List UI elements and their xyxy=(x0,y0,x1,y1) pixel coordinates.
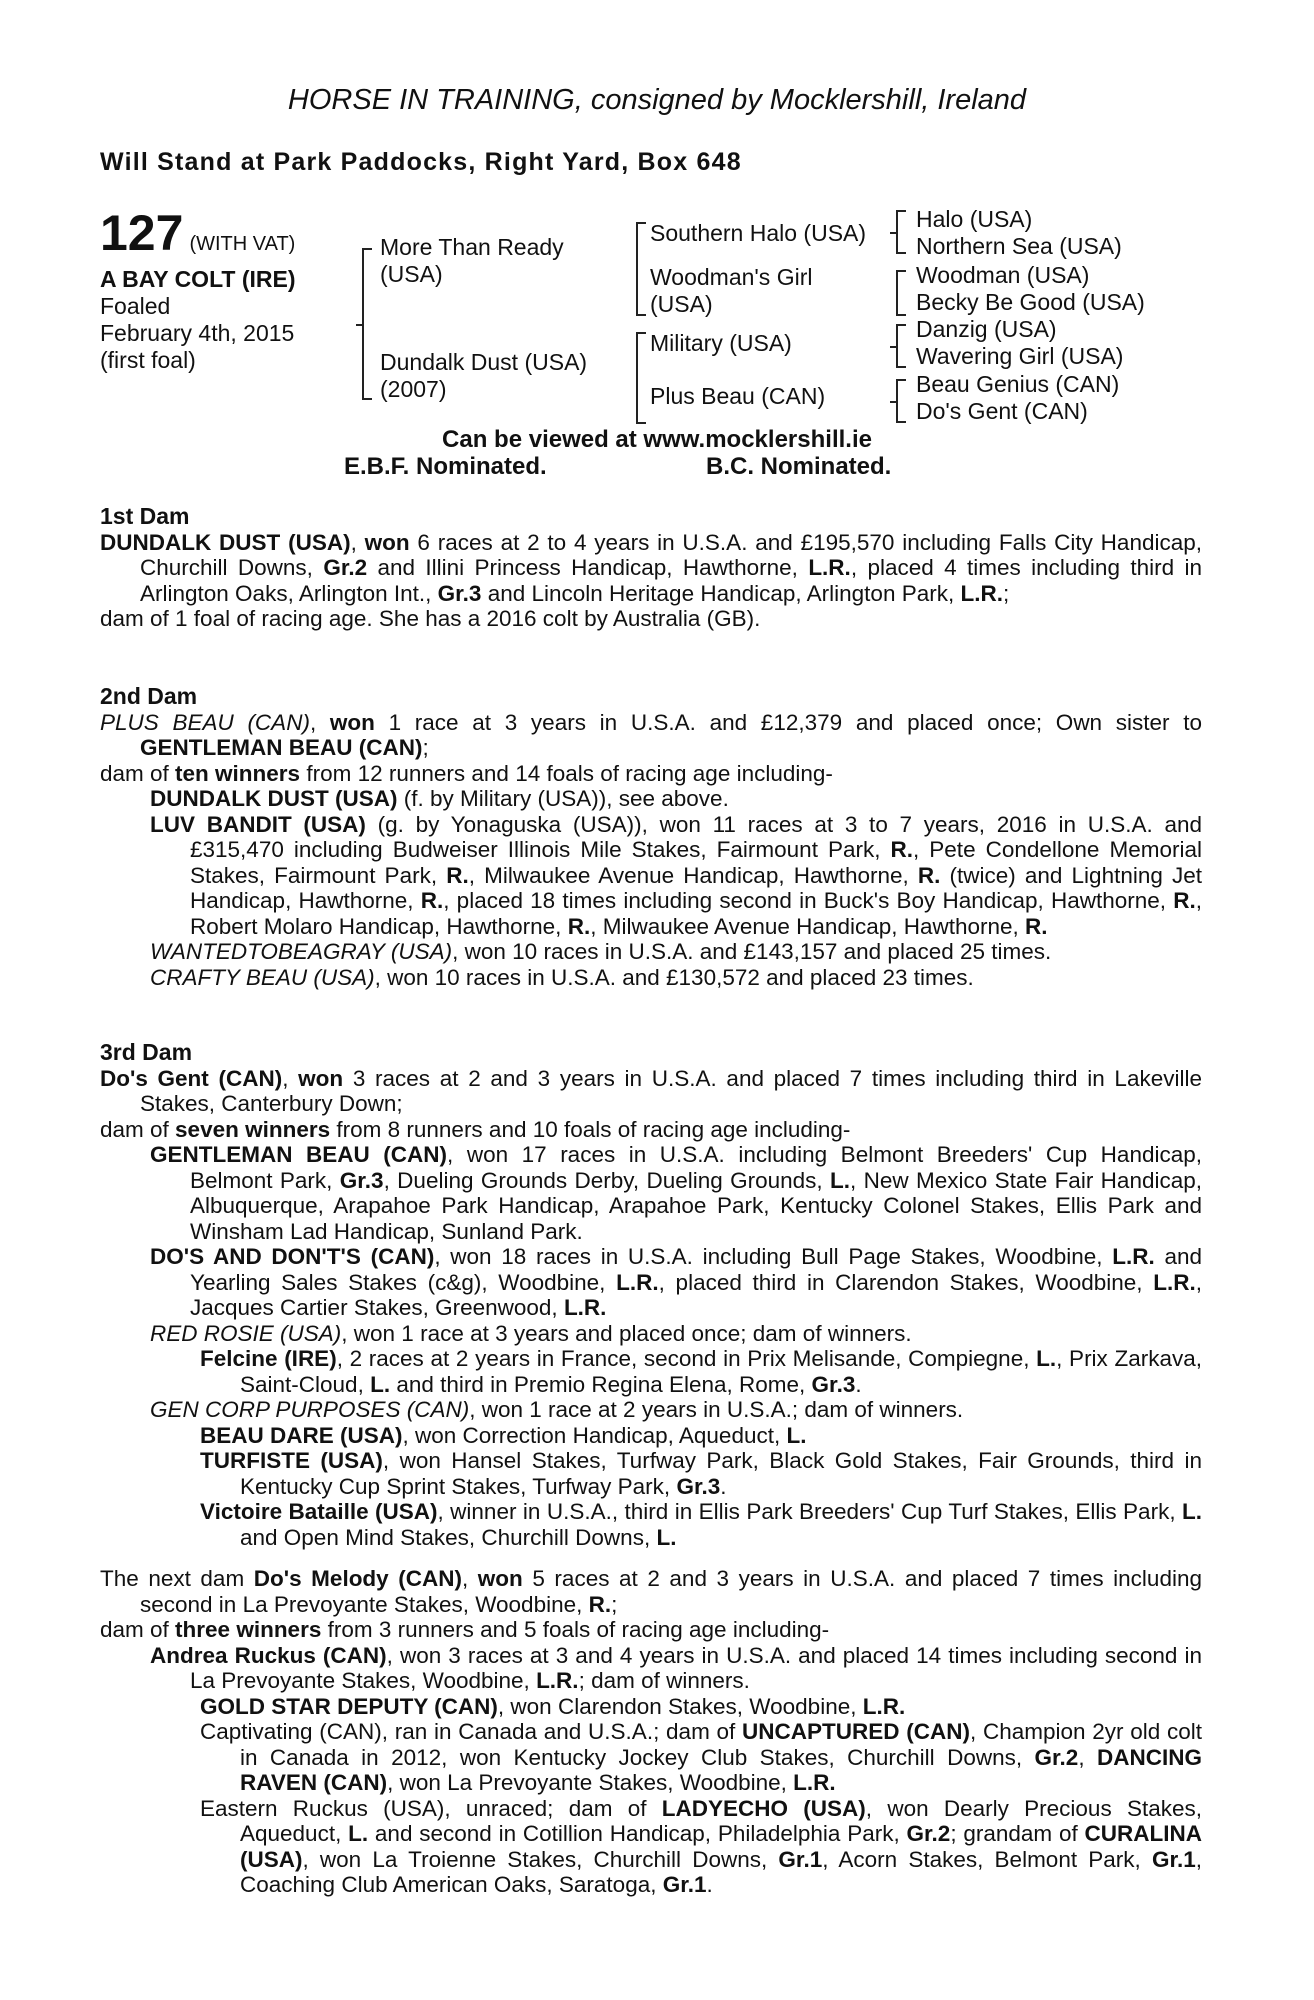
progeny-entry xyxy=(100,1643,1202,1694)
sibling-name: GENTLEMAN BEAU (CAN) xyxy=(140,735,423,760)
grade-label: L. xyxy=(370,1371,391,1397)
foaled-date: February 4th, 2015 xyxy=(100,320,295,346)
grade-label: R. xyxy=(446,862,469,888)
sire-sire: Southern Halo (USA) xyxy=(650,220,867,246)
record-text: , placed 4 times including third in Arlington Oaks, Arlington Int., xyxy=(140,555,1202,606)
record-text: Captivating (CAN), ran in Canada and U.S.A.; dam of xyxy=(200,1719,743,1744)
progeny-name: RED ROSIE (USA) xyxy=(150,1320,342,1346)
sire-dam-origin: (USA) xyxy=(650,291,713,317)
record-text: . xyxy=(855,1371,862,1397)
grade-label: Gr.1 xyxy=(1151,1846,1196,1872)
progeny-name: UNCAPTURED (CAN) xyxy=(742,1719,970,1744)
winners-count: three winners xyxy=(175,1617,322,1642)
record-text: , won 1 race at 3 years and placed once; dam of winners. xyxy=(341,1320,912,1346)
record-text: , 2 races at 2 years in France, second in Prix Melisande, Compiegne, xyxy=(336,1346,1037,1371)
record-text: , Jacques Cartier Stakes, Greenwood, xyxy=(190,1269,1202,1320)
brace-dam xyxy=(636,332,646,424)
grade-label: L. xyxy=(830,1167,851,1193)
record-text: , xyxy=(1078,1744,1097,1770)
record-text: 6 races at 2 to 4 years in U.S.A. and £195,570 including Falls City Handicap, Churchill Downs, xyxy=(140,529,1202,580)
record-text: , won 18 races in U.S.A. including Bull Page Stakes, Woodbine, xyxy=(434,1244,1113,1269)
grade-label: L. xyxy=(656,1524,677,1550)
record-text: , won 10 races in U.S.A. and £130,572 and placed 23 times. xyxy=(374,964,974,990)
grade-label: L.R. xyxy=(960,580,1003,606)
viewing-note: Can be viewed at www.mocklershill.ie xyxy=(442,426,872,453)
page-title: HORSE IN TRAINING, consigned by Mocklershill, Ireland xyxy=(287,84,1027,116)
third-dam-record: Do's Gent (CAN), won 3 races at 2 and 3 years in U.S.A. and placed 7 times including third in Lakeville Stakes, Canterbury Down; xyxy=(100,1065,1202,1116)
grade-label: Gr.3 xyxy=(811,1371,856,1397)
progeny-name: GENTLEMAN BEAU (CAN) xyxy=(150,1142,448,1167)
record-text: 3 races at 2 and 3 years in U.S.A. and placed 7 times including third in Lakeville Stakes, Canterbury Down; xyxy=(140,1065,1202,1116)
grade-label: Gr.3 xyxy=(339,1167,384,1193)
record-text: and third in Premio Regina Elena, Rome, xyxy=(390,1371,812,1397)
progeny-entry xyxy=(100,1244,1202,1321)
dam-dam-dam: Do's Gent (CAN) xyxy=(916,398,1088,424)
brace-sd xyxy=(896,270,906,316)
second-dam-record: PLUS BEAU (CAN), won 1 race at 3 years in U.S.A. and £12,379 and placed once; Own sister to GENTLEMAN BEAU (CAN); xyxy=(100,709,1202,760)
record-text: , Milwaukee Avenue Handicap, Hawthorne, xyxy=(468,862,918,888)
grade-label: L.R. xyxy=(563,1295,607,1320)
stand-location: Will Stand at Park Paddocks, Right Yard, Box 648 xyxy=(100,148,742,176)
progeny-name: GOLD STAR DEPUTY (CAN) xyxy=(200,1693,498,1719)
grade-label: Gr.3 xyxy=(437,580,482,606)
grade-label: L.R. xyxy=(808,555,851,580)
grade-label: R. xyxy=(588,1591,612,1617)
progeny-name: DO'S AND DON'T'S (CAN) xyxy=(150,1244,435,1269)
sire-sire-dam: Northern Sea (USA) xyxy=(916,233,1122,259)
sire-dam-sire: Woodman (USA) xyxy=(916,262,1090,288)
ebf-nominated: E.B.F. Nominated. xyxy=(344,453,547,480)
grade-label: L.R. xyxy=(1153,1269,1196,1295)
grade-label: L. xyxy=(786,1422,807,1448)
second-dam-section xyxy=(100,684,1202,990)
grade-label: L.R. xyxy=(536,1668,579,1693)
record-text: , Dueling Grounds Derby, Dueling Grounds, xyxy=(383,1167,831,1193)
dam-dam: Plus Beau (CAN) xyxy=(650,383,826,409)
record-text: , winner in U.S.A., third in Ellis Park Breeders' Cup Turf Stakes, Ellis Park, xyxy=(437,1499,1182,1524)
record-text: (twice) and Lightning Jet Handicap, Hawthorne, xyxy=(190,862,1203,913)
record-text: ; grandam of xyxy=(950,1821,1085,1846)
grade-label: R. xyxy=(917,862,941,888)
first-dam-name: DUNDALK DUST (USA) xyxy=(100,529,351,555)
record-text: . xyxy=(720,1473,727,1499)
progeny-entry xyxy=(100,1142,1202,1244)
third-dam-section xyxy=(100,1040,1202,1550)
second-dam-heading: 2nd Dam xyxy=(100,683,198,709)
brace-main xyxy=(362,248,372,400)
record-text: , Robert Molaro Handicap, Hawthorne, xyxy=(190,888,1202,939)
first-dam-heading: 1st Dam xyxy=(100,503,190,529)
record-text: , won 3 races at 3 and 4 years in U.S.A. and placed 14 times including second in La Prevoyante Stakes, Woodbine, xyxy=(190,1642,1203,1693)
progeny-entry xyxy=(100,1321,1202,1347)
record-text: , won Correction Handicap, Aqueduct, xyxy=(402,1422,787,1448)
record-text: , won 17 races in U.S.A. including Belmont Breeders' Cup Handicap, Belmont Park, xyxy=(190,1142,1202,1193)
record-text: 1 race at 3 years in U.S.A. and £12,379 and placed once; Own sister to xyxy=(374,709,1202,735)
third-dam-name: Do's Gent (CAN) xyxy=(100,1065,283,1091)
record-text: from 3 runners and 5 foals of racing age including- xyxy=(321,1617,830,1642)
grade-label: L. xyxy=(1182,1499,1202,1524)
grade-label: L.R. xyxy=(862,1693,906,1719)
progeny-name: BEAU DARE (USA) xyxy=(200,1422,403,1448)
record-text: , Pete Condellone Memorial Stakes, Fairmount Park, xyxy=(190,837,1202,888)
record-text: , won La Troienne Stakes, Churchill Downs, xyxy=(302,1846,779,1872)
record-text: 5 races at 2 and 3 years in U.S.A. and placed 7 times including second in La Prevoyante Stakes, Woodbine, xyxy=(140,1566,1202,1617)
first-dam-record: DUNDALK DUST (USA), won 6 races at 2 to 4 years in U.S.A. and £195,570 including Falls City Handicap, Churchill Downs, Gr.2 and Illini Princess Handicap, Hawthorne, L.R., placed 4 times including third in Arlington Oaks, Arlington Int., Gr.3 and Lincoln Heritage Handicap, Arlington Park, L.R.; xyxy=(100,529,1202,606)
progeny-entry xyxy=(100,1346,1202,1397)
dam-sire-sire: Danzig (USA) xyxy=(916,316,1057,342)
grade-label: L. xyxy=(348,1821,369,1846)
record-text: . xyxy=(706,1872,713,1897)
second-dam-produce xyxy=(100,761,1202,787)
grade-label: Gr.2 xyxy=(323,555,368,580)
progeny-entry xyxy=(100,1796,1202,1898)
record-text: , placed 18 times including second in Buck's Boy Handicap, Hawthorne, xyxy=(443,888,1174,913)
lot-number: 127 xyxy=(100,205,184,261)
next-dam-name: Do's Melody (CAN) xyxy=(253,1566,462,1591)
winners-count: seven winners xyxy=(175,1116,331,1142)
record-text: ; xyxy=(1002,580,1010,606)
second-dam-name: PLUS BEAU (CAN) xyxy=(100,709,310,735)
record-text: dam of xyxy=(100,1617,176,1642)
grade-label: R. xyxy=(420,888,444,913)
progeny-name: GEN CORP PURPOSES (CAN) xyxy=(150,1397,470,1422)
record-text: and Yearling Sales Stakes (c&g), Woodbine, xyxy=(190,1244,1202,1295)
record-text: , won Clarendon Stakes, Woodbine, xyxy=(497,1693,863,1719)
dam-name: Dundalk Dust (USA) xyxy=(380,349,588,375)
record-text: , xyxy=(461,1566,478,1591)
foal-note: (first foal) xyxy=(100,347,196,373)
won-label: won xyxy=(477,1566,523,1591)
record-text: (f. by Military (USA)), see above. xyxy=(397,786,729,811)
grade-label: Gr.2 xyxy=(906,1821,951,1846)
record-text: , won Hansel Stakes, Turfway Park, Black Gold Stakes, Fair Grounds, third in Kentucky Cup Sprint Stakes, Turfway Park, xyxy=(240,1448,1202,1499)
progeny-name: DUNDALK DUST (USA) xyxy=(150,786,398,811)
record-text: , Milwaukee Avenue Handicap, Hawthorne, xyxy=(590,913,1026,939)
won-label: won xyxy=(364,529,410,555)
next-dam-produce xyxy=(100,1617,1202,1643)
progeny-entry xyxy=(100,1423,1202,1449)
progeny-name: LADYECHO (USA) xyxy=(661,1795,866,1821)
progeny-entry xyxy=(100,812,1202,940)
progeny-name: DANCING RAVEN (CAN) xyxy=(240,1744,1202,1795)
dam-foaled: (2007) xyxy=(380,376,447,402)
first-dam-produce: dam of 1 foal of racing age. She has a 2016 colt by Australia (GB). xyxy=(100,606,761,631)
record-text: , Acorn Stakes, Belmont Park, xyxy=(822,1846,1152,1872)
record-text: and second in Cotillion Handicap, Philadelphia Park, xyxy=(368,1821,907,1846)
record-text: dam of xyxy=(100,1116,176,1142)
dam-dam-sire: Beau Genius (CAN) xyxy=(916,371,1120,397)
grade-label: Gr.2 xyxy=(1034,1744,1079,1770)
sire-origin: (USA) xyxy=(380,261,443,287)
grade-label: L.R. xyxy=(1112,1244,1155,1269)
record-text: Eastern Ruckus (USA), unraced; dam of xyxy=(200,1795,662,1821)
progeny-entry xyxy=(100,1694,1202,1720)
lot-header xyxy=(100,204,295,262)
progeny-name: WANTEDTOBEAGRAY (USA) xyxy=(150,939,453,964)
vat-label: (WITH VAT) xyxy=(189,233,296,255)
grade-label: L.R. xyxy=(616,1269,659,1295)
grade-label: Gr.1 xyxy=(662,1872,707,1897)
record-text: and Lincoln Heritage Handicap, Arlington Park, xyxy=(481,580,961,606)
sire-dam-dam: Becky Be Good (USA) xyxy=(916,289,1145,315)
brace-sire xyxy=(636,222,646,316)
record-text: and Illini Princess Handicap, Hawthorne, xyxy=(367,555,809,580)
progeny-name: TURFISTE (USA) xyxy=(200,1448,383,1473)
progeny-name: CRAFTY BEAU (USA) xyxy=(150,964,375,990)
record-text: from 8 runners and 10 foals of racing age including- xyxy=(330,1116,851,1142)
progeny-entry xyxy=(100,1397,1202,1423)
first-dam-section xyxy=(100,504,1202,632)
record-text: , won Dearly Precious Stakes, Aqueduct, xyxy=(240,1795,1202,1846)
sire-dam: Woodman's Girl xyxy=(650,264,813,290)
grade-label: L.R. xyxy=(793,1770,836,1795)
record-text: and Open Mind Stakes, Churchill Downs, xyxy=(240,1524,657,1550)
record-text: , Prix Zarkava, Saint-Cloud, xyxy=(240,1346,1202,1397)
dam-sire: Military (USA) xyxy=(650,330,792,356)
record-text: , placed third in Clarendon Stakes, Woodbine, xyxy=(658,1269,1154,1295)
next-dam-section xyxy=(100,1566,1202,1898)
third-dam-heading: 3rd Dam xyxy=(100,1039,193,1065)
record-text: , won La Prevoyante Stakes, Woodbine, xyxy=(387,1770,794,1795)
record-text: , Champion 2yr old colt in Canada in 2012, won Kentucky Jockey Club Stakes, Churchill Downs, xyxy=(240,1719,1203,1770)
brace-ds xyxy=(896,324,906,368)
brace-dd xyxy=(896,379,906,423)
progeny-name: Felcine (IRE) xyxy=(200,1346,337,1371)
grade-label: L. xyxy=(1036,1346,1057,1371)
next-dam-record xyxy=(100,1566,1202,1617)
record-text: (g. by Yonaguska (USA)), won 11 races at 3 to 7 years, 2016 in U.S.A. and £315,470 including Budweiser Illinois Mile Stakes, Fairmount Park, xyxy=(190,811,1202,862)
brace-ss xyxy=(896,210,906,254)
grade-label: Gr.3 xyxy=(676,1473,721,1499)
progeny-name: CURALINA (USA) xyxy=(240,1821,1203,1872)
foaled-label: Foaled xyxy=(100,293,171,319)
grade-label: R. xyxy=(890,837,914,862)
sire-name: More Than Ready xyxy=(380,234,564,260)
grade-label: R. xyxy=(567,913,591,939)
record-text: from 12 runners and 14 foals of racing age including- xyxy=(300,760,833,786)
record-text: , won 10 races in U.S.A. and £143,157 and placed 25 times. xyxy=(452,939,1052,964)
sire-sire-sire: Halo (USA) xyxy=(916,206,1033,232)
won-label: won xyxy=(329,709,375,735)
bc-nominated: B.C. Nominated. xyxy=(706,453,892,480)
progeny-entry xyxy=(100,1448,1202,1499)
record-text: , New Mexico State Fair Handicap, Albuquerque, Arapahoe Park Handicap, Arapahoe Park, Kentucky Colonel Stakes, Ellis Park and Winsham Lad Handicap, Sunland Park. xyxy=(190,1167,1202,1244)
progeny-name: Andrea Ruckus (CAN) xyxy=(150,1642,387,1668)
winners-count: ten winners xyxy=(175,760,301,786)
progeny-entry xyxy=(100,939,1202,965)
progeny-name: LUV BANDIT (USA) xyxy=(150,811,366,837)
record-text: ; xyxy=(611,1591,618,1617)
horse-description: A BAY COLT (IRE) xyxy=(100,266,296,292)
progeny-name: Victoire Bataille (USA) xyxy=(200,1499,438,1524)
record-text: , Coaching Club American Oaks, Saratoga, xyxy=(240,1846,1202,1897)
progeny-entry xyxy=(100,965,1202,991)
record-text: , won 1 race at 2 years in U.S.A.; dam of winners. xyxy=(469,1397,964,1422)
record-text: The next dam xyxy=(100,1566,254,1591)
grade-label: R. xyxy=(1025,913,1048,939)
won-label: won xyxy=(298,1065,344,1091)
record-text: ; dam of winners. xyxy=(578,1668,750,1693)
progeny-entry xyxy=(100,1719,1202,1796)
dam-sire-dam: Wavering Girl (USA) xyxy=(916,343,1124,369)
record-text: ; xyxy=(422,735,429,760)
progeny-entry xyxy=(100,786,1202,812)
progeny-entry xyxy=(100,1499,1202,1550)
third-dam-produce xyxy=(100,1117,1202,1143)
record-text: dam of xyxy=(100,760,176,786)
grade-label: R. xyxy=(1173,888,1196,913)
grade-label: Gr.1 xyxy=(778,1846,823,1872)
